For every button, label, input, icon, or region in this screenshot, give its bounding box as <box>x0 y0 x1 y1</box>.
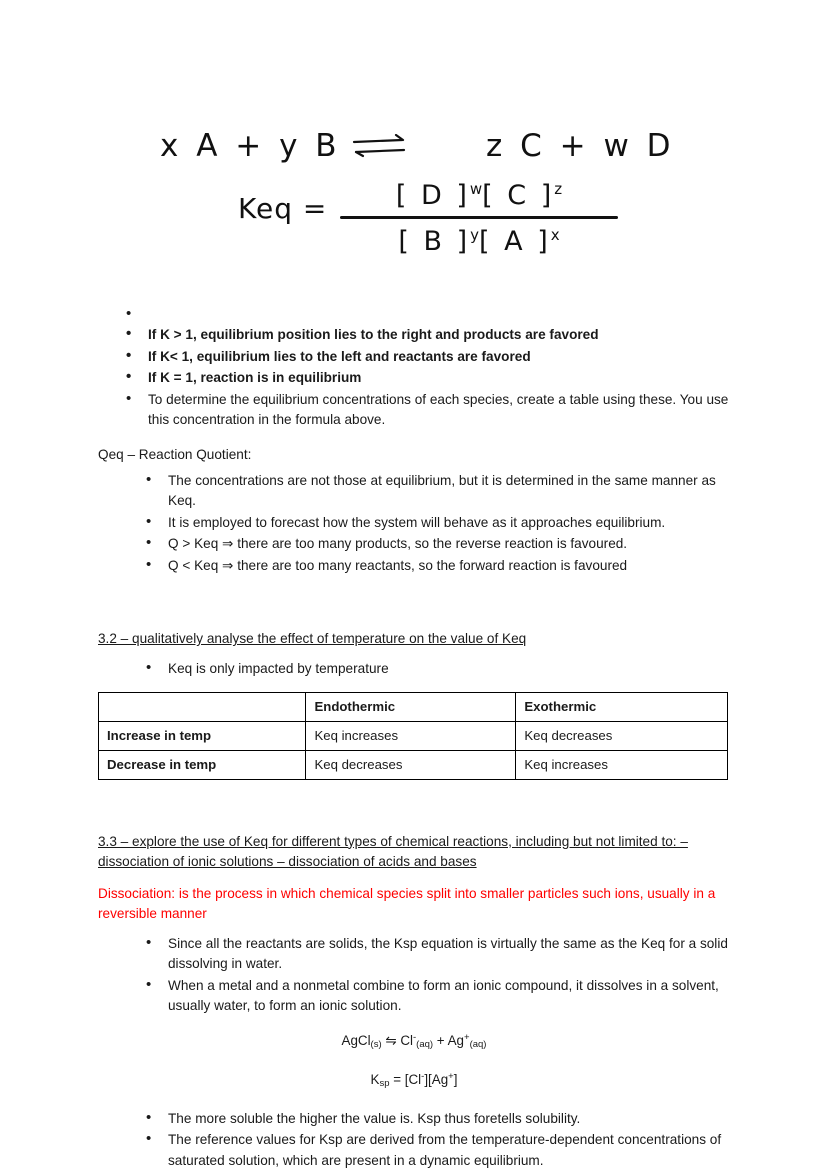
denominator-term-1: [ B ] <box>398 225 471 257</box>
list-item: • If K< 1, equilibrium lies to the left and reactants are favored <box>126 347 730 368</box>
table-cell: Keq decreases <box>306 750 516 779</box>
chem-charge: + <box>464 1031 470 1043</box>
document-content <box>98 0 730 1171</box>
chem-arrow-icon: ⇋ <box>385 1032 397 1048</box>
list-item-empty <box>126 305 730 324</box>
table-header-cell: Exothermic <box>516 692 728 721</box>
table-row <box>99 750 728 779</box>
numerator-exponent-2: z <box>554 180 563 198</box>
chem-state: (s) <box>370 1038 382 1050</box>
chem-plus: + <box>436 1032 445 1048</box>
section-heading-3-2: 3.2 – qualitatively analyse the effect of temperature on the value of Keq <box>98 631 527 646</box>
list-item: • When a metal and a nonmetal combine to form an ionic compound, it dissolves in a solvent, usually water, to form an ionic solution. <box>146 976 730 1017</box>
equilibrium-arrow-icon <box>352 134 406 160</box>
k-value-bullet-list <box>98 305 730 431</box>
table-cell: Increase in temp <box>99 721 306 750</box>
numerator-exponent-1: w <box>469 180 483 198</box>
denominator-exponent-2: x <box>550 225 560 244</box>
numerator-term-2: [ C ] <box>482 180 555 211</box>
ksp-equals: = [Cl <box>393 1071 422 1087</box>
chem-charge: - <box>412 1031 417 1043</box>
reaction-right-side: z C + w D <box>486 128 675 164</box>
handwritten-equation-figure <box>98 120 730 305</box>
chem-compound: AgCl <box>341 1032 371 1048</box>
chem-state: (aq) <box>416 1038 434 1050</box>
qeq-bullet-list <box>98 471 730 577</box>
keq-numerator <box>340 180 618 216</box>
table-header-cell: Endothermic <box>306 692 516 721</box>
chemical-equation-ksp <box>98 1066 730 1095</box>
table-header-cell <box>99 692 306 721</box>
section-33-bullet-list-top <box>98 934 730 1017</box>
ksp-label: K <box>370 1071 380 1087</box>
list-item: • Keq is only impacted by temperature <box>146 659 730 680</box>
ksp-subscript: sp <box>379 1077 390 1089</box>
list-item: • Q < Keq ⇒ there are too many reactants, so the forward reaction is favoured <box>146 556 730 577</box>
reaction-left-side: x A + y B <box>160 128 341 164</box>
ksp-charge-1: - <box>421 1070 425 1082</box>
section-heading-3-3 <box>98 832 730 872</box>
ksp-charge-2: + <box>448 1070 454 1082</box>
numerator-term-1: [ D ] <box>395 180 470 211</box>
denominator-term-2: [ A ] <box>479 225 551 257</box>
list-item: • The concentrations are not those at equilibrium, but it is determined in the same manner as Keq. <box>146 471 730 512</box>
chem-state: (aq) <box>469 1038 487 1050</box>
chem-product-1: Cl <box>400 1032 413 1048</box>
list-item: • Since all the reactants are solids, the Ksp equation is virtually the same as the Keq for a solid dissolving in water. <box>146 934 730 975</box>
list-item: • It is employed to forecast how the system will behave as it approaches equilibrium. <box>146 513 730 534</box>
list-item: • To determine the equilibrium concentrations of each species, create a table using these. You use this concentration in the formula above. <box>126 390 730 431</box>
table-cell: Keq increases <box>516 750 728 779</box>
dissociation-definition: Dissociation: is the process in which chemical species split into smaller particles such ions, usually in a reversible manner <box>98 885 716 921</box>
list-item: • If K > 1, equilibrium position lies to the right and products are favored <box>126 325 730 346</box>
section-33-bullet-list-bottom <box>98 1109 730 1171</box>
table-cell: Decrease in temp <box>99 750 306 779</box>
section-heading-3-3-line1: 3.3 – explore the use of Keq for different types of chemical reactions, including but not limited to: – <box>98 833 688 849</box>
chem-product-2: Ag <box>447 1032 464 1048</box>
denominator-exponent-1: y <box>470 225 480 244</box>
table-row <box>99 692 728 721</box>
list-item: • The more soluble the higher the value is. Ksp thus foretells solubility. <box>146 1109 730 1130</box>
qeq-heading: Qeq – Reaction Quotient: <box>98 446 252 462</box>
ksp-end: ] <box>453 1071 458 1087</box>
keq-denominator <box>340 219 618 257</box>
spacer <box>98 577 730 599</box>
list-item: • If K = 1, reaction is in equilibrium <box>126 368 730 389</box>
keq-label: Keq = <box>238 192 328 225</box>
table-row <box>99 721 728 750</box>
spacer <box>98 780 730 802</box>
keq-fraction <box>340 180 618 257</box>
section-heading-3-3-line2: dissociation of ionic solutions – dissociation of acids and bases <box>98 853 477 869</box>
keq-temperature-table <box>98 692 728 780</box>
chemical-equation-agcl <box>98 1027 730 1056</box>
table-cell: Keq decreases <box>516 721 728 750</box>
list-item: • Q > Keq ⇒ there are too many products, so the reverse reaction is favoured. <box>146 534 730 555</box>
section-32-bullet-list <box>98 659 730 680</box>
list-item: • The reference values for Ksp are derived from the temperature-dependent concentrations of saturated solution, which are present in a dynamic equilibrium. <box>146 1130 730 1171</box>
table-cell: Keq increases <box>306 721 516 750</box>
ksp-mid: ][Ag <box>424 1071 449 1087</box>
